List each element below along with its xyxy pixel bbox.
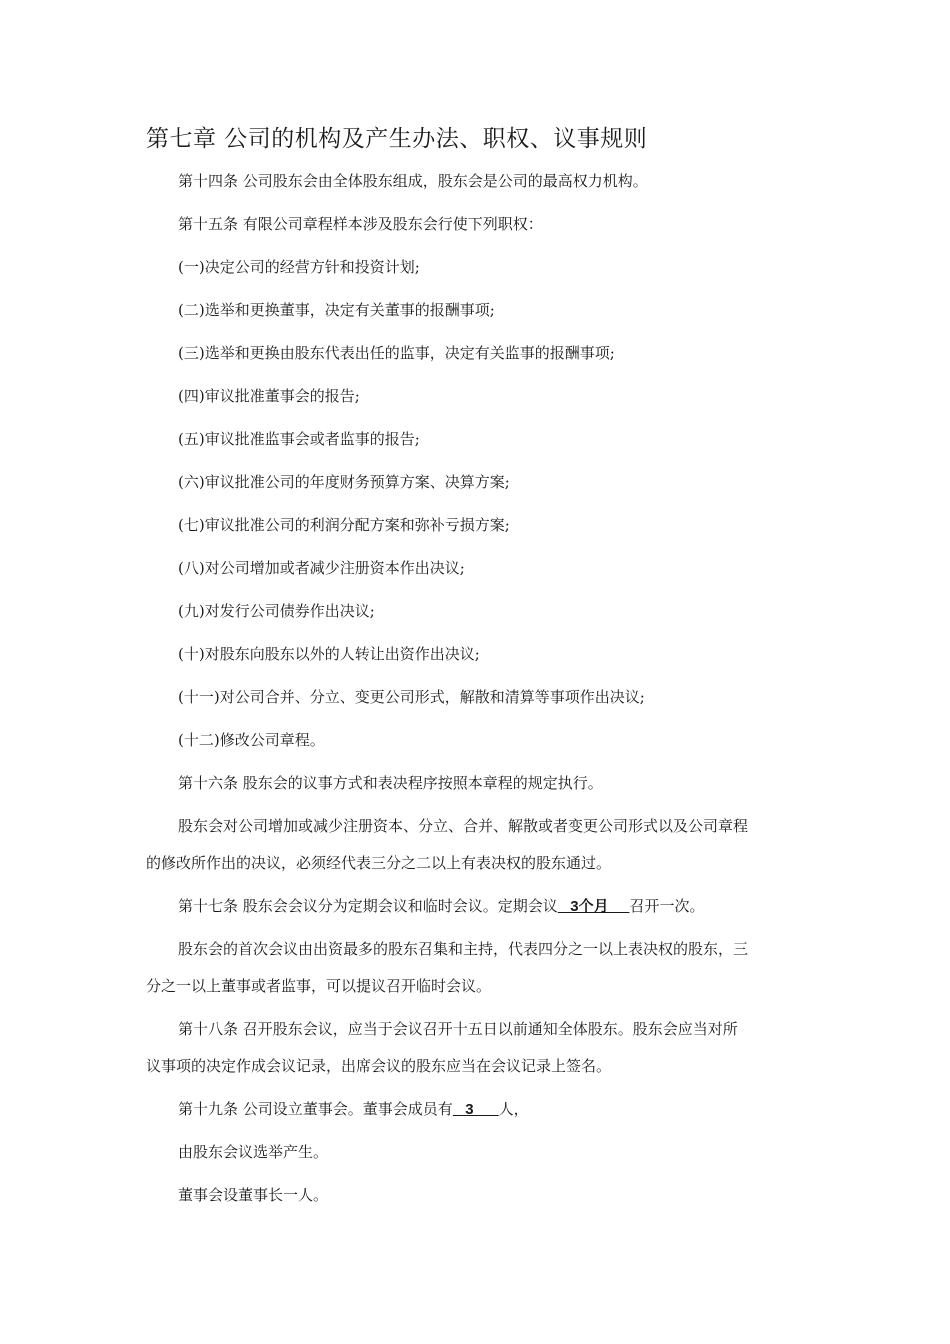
board-size-blank: 3 [452, 1101, 499, 1118]
chapter-title: 第七章 公司的机构及产生办法、职权、议事规则 [146, 126, 648, 152]
paragraph-line: 股东会的首次会议由出资最多的股东召集和主持，代表四分之一以上表决权的股东，三 [178, 940, 749, 958]
article-17-paragraph [146, 931, 810, 1005]
article-19-text: 第十九条 公司设立董事会。董事会成员有 [178, 1100, 453, 1118]
power-item: (十)对股东向股东以外的人转让出资作出决议; [178, 645, 480, 663]
power-item: (九)对发行公司债券作出决议; [178, 602, 375, 620]
article-19 [178, 1091, 842, 1128]
paragraph-line: 第十八条 召开股东会议，应当于会议召开十五日以前通知全体股东。股东会应当对所 [178, 1020, 738, 1038]
paragraph-line: 议事项的决定作成会议记录，出席会议的股东应当在会议记录上签名。 [146, 1057, 612, 1075]
article-17-suffix: 召开一次。 [629, 897, 705, 915]
paragraph-line: 股东会对公司增加或减少注册资本、分立、合并、解散或者变更公司形式以及公司章程 [178, 817, 749, 835]
power-item: (三)选举和更换由股东代表出任的监事，决定有关监事的报酬事项; [178, 344, 615, 362]
power-item: (二)选举和更换董事，决定有关董事的报酬事项; [178, 301, 495, 319]
power-item: (五)审议批准监事会或者监事的报告; [178, 430, 420, 448]
article-19-election: 由股东会议选举产生。 [178, 1143, 329, 1161]
power-item: (八)对公司增加或者减少注册资本作出决议; [178, 559, 465, 577]
paragraph-line: 分之一以上董事或者监事，可以提议召开临时会议。 [146, 977, 492, 995]
article-14: 第十四条 公司股东会由全体股东组成，股东会是公司的最高权力机构。 [178, 172, 648, 190]
power-item: (四)审议批准董事会的报告; [178, 387, 360, 405]
article-18 [146, 1011, 810, 1085]
article-17 [178, 888, 842, 925]
article-15: 第十五条 有限公司章程样本涉及股东会行使下列职权： [178, 215, 543, 233]
power-item: (十二)修改公司章程。 [178, 731, 325, 749]
article-19-chairman: 董事会设董事长一人。 [178, 1186, 329, 1204]
article-19-suffix: 人， [498, 1100, 529, 1118]
power-item: (六)审议批准公司的年度财务预算方案、决算方案; [178, 473, 510, 491]
power-item: (一)决定公司的经营方针和投资计划; [178, 258, 420, 276]
article-16: 第十六条 股东会的议事方式和表决程序按照本章程的规定执行。 [178, 774, 603, 792]
power-item: (七)审议批准公司的利润分配方案和弥补亏损方案; [178, 516, 510, 534]
power-item: (十一)对公司合并、分立、变更公司形式，解散和清算等事项作出决议; [178, 688, 645, 706]
meeting-interval-blank: 3个月 [557, 898, 630, 915]
paragraph-line: 的修改所作出的决议，必须经代表三分之二以上有表决权的股东通过。 [146, 854, 612, 872]
article-17-text: 第十七条 股东会会议分为定期会议和临时会议。定期会议 [178, 897, 558, 915]
article-16-paragraph [146, 808, 810, 882]
